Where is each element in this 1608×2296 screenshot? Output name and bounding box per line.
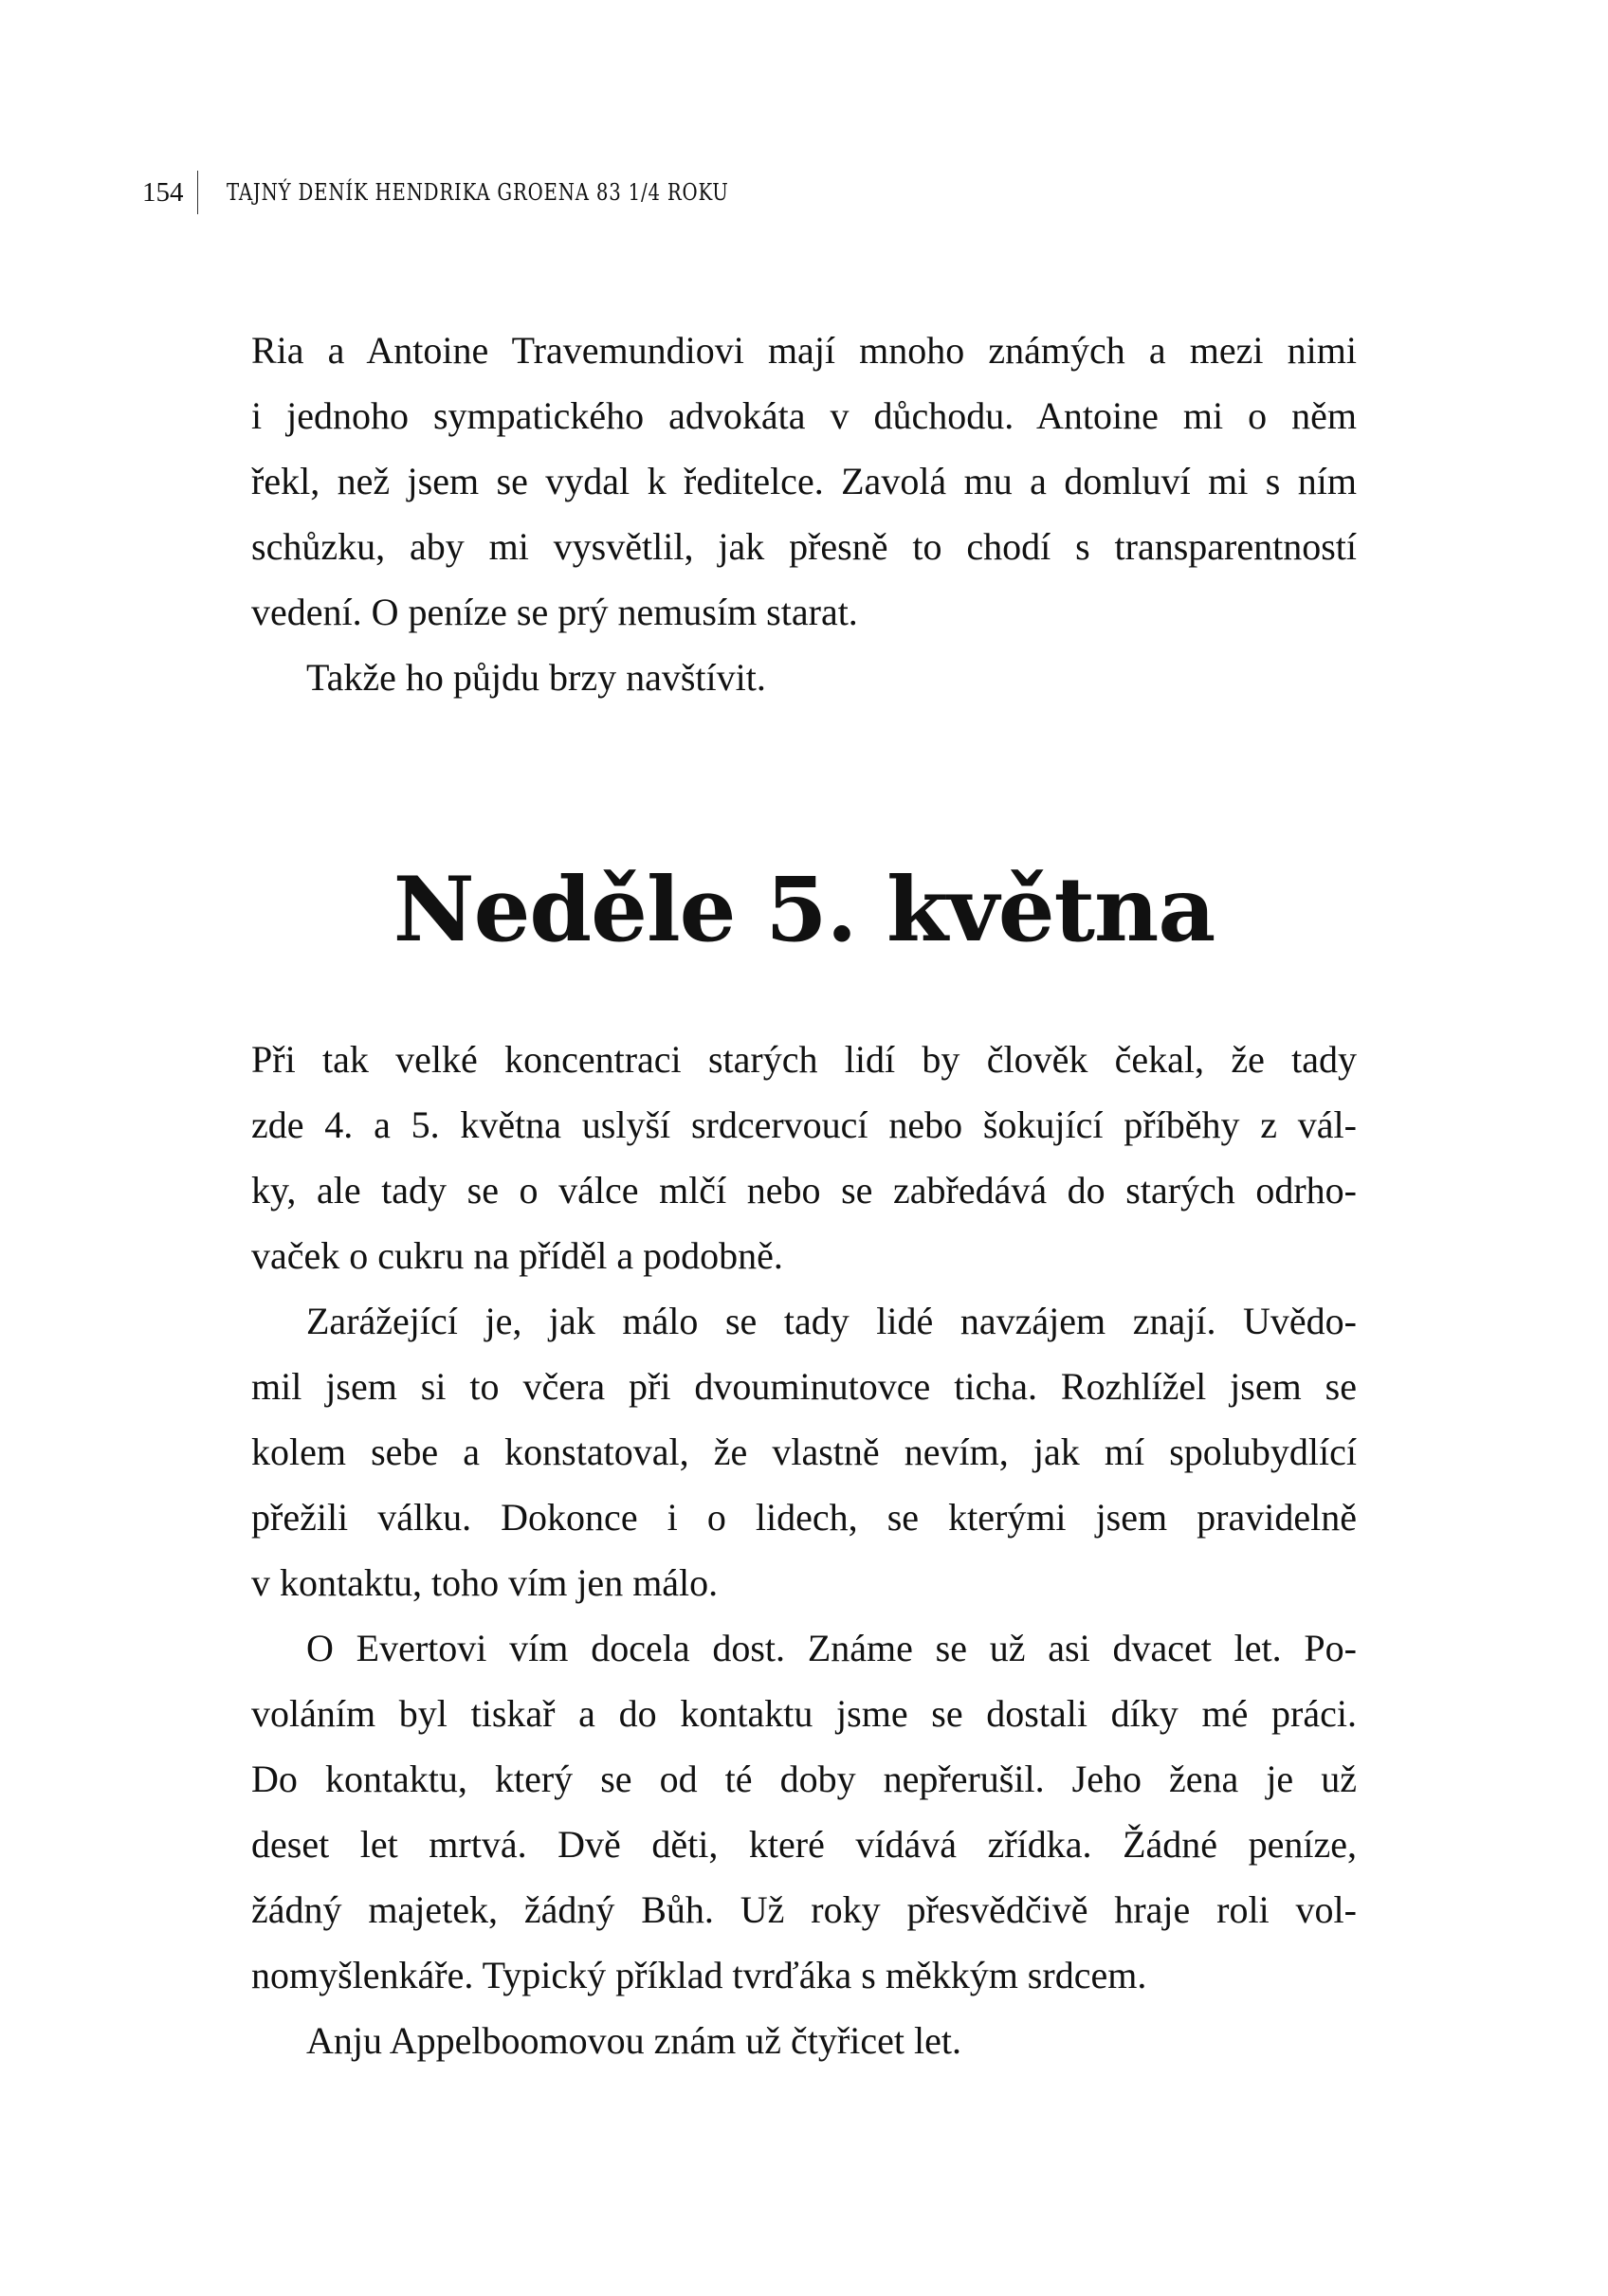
paragraph bbox=[251, 645, 1357, 710]
text-line: v kontaktu, toho vím jen málo. bbox=[251, 1561, 719, 1604]
chapter-heading: Neděle 5. května bbox=[393, 858, 1215, 962]
text-line: žádný majetek, žádný Bůh. Už roky přesvědčivě hraje roli vol- bbox=[251, 1888, 1357, 1931]
text-line: řekl, než jsem se vydal k ředitelce. Zavolá mu a domluví mi s ním bbox=[251, 460, 1357, 502]
paragraph bbox=[251, 1027, 1357, 1288]
paragraph bbox=[251, 318, 1357, 645]
paragraph bbox=[251, 1615, 1357, 2008]
section-2-text bbox=[251, 1027, 1357, 2073]
text-line: voláním byl tiskař a do kontaktu jsme se dostali díky mé práci. bbox=[251, 1692, 1357, 1735]
paragraph bbox=[251, 1288, 1357, 1615]
text-line: přežili válku. Dokonce i o lidech, se kterými jsem pravidelně bbox=[251, 1496, 1357, 1539]
text-line: schůzku, aby mi vysvětlil, jak přesně to chodí s transparentností bbox=[251, 525, 1357, 568]
text-line: Při tak velké koncentraci starých lidí by člověk čekal, že tady bbox=[251, 1038, 1357, 1081]
running-title: TAJNÝ DENÍK HENDRIKA GROENA 83 1/4 ROKU bbox=[227, 179, 729, 206]
text-line: Zarážející je, jak málo se tady lidé navzájem znají. Uvědo- bbox=[306, 1300, 1357, 1342]
text-line: Takže ho půjdu brzy navštívit. bbox=[306, 656, 766, 699]
text-line: O Evertovi vím docela dost. Známe se už asi dvacet let. Po- bbox=[306, 1627, 1357, 1669]
text-line: nomyšlenkáře. Typický příklad tvrďáka s měkkým srdcem. bbox=[251, 1954, 1147, 1996]
header-divider bbox=[197, 171, 198, 214]
text-line: deset let mrtvá. Dvě děti, které vídává zřídka. Žádné peníze, bbox=[251, 1823, 1357, 1866]
text-line: mil jsem si to včera při dvouminutovce ticha. Rozhlížel jsem se bbox=[251, 1365, 1357, 1408]
text-line: zde 4. a 5. května uslyší srdcervoucí nebo šokující příběhy z vál- bbox=[251, 1103, 1357, 1146]
text-line: Anju Appelboomovou znám už čtyřicet let. bbox=[306, 2019, 961, 2062]
paragraph bbox=[251, 2008, 1357, 2073]
text-line: vedení. O peníze se prý nemusím starat. bbox=[251, 591, 858, 633]
text-line: Ria a Antoine Travemundiovi mají mnoho známých a mezi nimi bbox=[251, 329, 1357, 372]
text-line: ky, ale tady se o válce mlčí nebo se zabředává do starých odrho- bbox=[251, 1169, 1357, 1212]
text-line: kolem sebe a konstatoval, že vlastně nevím, jak mí spolubydlící bbox=[251, 1430, 1357, 1473]
text-line: i jednoho sympatického advokáta v důchodu. Antoine mi o něm bbox=[251, 394, 1357, 437]
running-header bbox=[142, 171, 839, 214]
text-line: Do kontaktu, který se od té doby nepřerušil. Jeho žena je už bbox=[251, 1758, 1357, 1800]
page-number: 154 bbox=[142, 176, 184, 208]
section-1-text bbox=[251, 318, 1357, 710]
text-line: vaček o cukru na příděl a podobně. bbox=[251, 1234, 783, 1277]
